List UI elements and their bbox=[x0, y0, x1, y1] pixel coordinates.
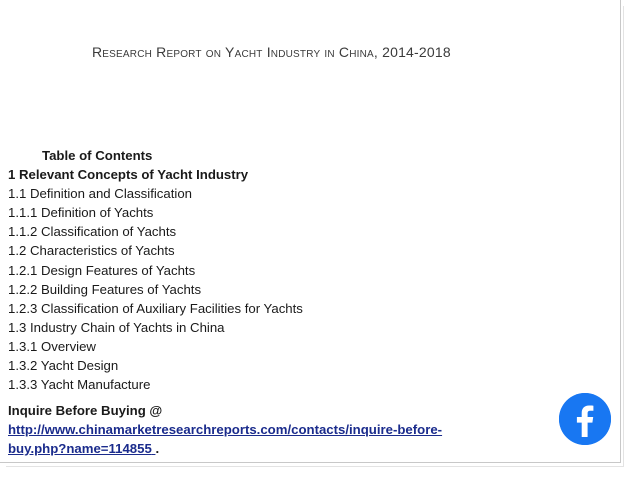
frame-shadow-right bbox=[623, 6, 624, 466]
toc-item: 1.2 Characteristics of Yachts bbox=[8, 243, 175, 259]
toc-item: 1.1.2 Classification of Yachts bbox=[8, 224, 177, 240]
inquire-suffix: . bbox=[155, 441, 160, 456]
toc-item: 1.2.3 Classification of Auxiliary Facilities for Yachts bbox=[8, 300, 303, 316]
inquire-link[interactable] bbox=[8, 422, 442, 456]
toc-item: 1.2.2 Building Features of Yachts bbox=[8, 281, 202, 297]
toc-heading: Table of Contents bbox=[42, 148, 153, 163]
toc-item: 1 Relevant Concepts of Yacht Industry bbox=[8, 167, 249, 183]
toc-item: 1.3.2 Yacht Design bbox=[8, 358, 119, 374]
facebook-icon[interactable] bbox=[559, 393, 611, 445]
inquire-link-line bbox=[8, 420, 528, 458]
frame-border-right bbox=[620, 0, 621, 462]
inquire-link-part-2[interactable]: buy.php?name=114855 bbox=[8, 441, 152, 456]
facebook-icon-glyph bbox=[559, 393, 611, 445]
toc-item: 1.3 Industry Chain of Yachts in China bbox=[8, 319, 225, 335]
toc-item: 1.1 Definition and Classification bbox=[8, 186, 192, 202]
toc-item: 1.2.1 Design Features of Yachts bbox=[8, 262, 196, 278]
table-of-contents bbox=[8, 146, 528, 394]
inquire-block bbox=[8, 401, 528, 458]
toc-item: 1.1.1 Definition of Yachts bbox=[8, 205, 154, 221]
toc-list bbox=[8, 165, 528, 394]
slide-title-text: Research Report on Yacht Industry in China, 2014-2018 bbox=[92, 44, 451, 60]
frame-shadow-bottom bbox=[6, 466, 624, 467]
frame-border-bottom bbox=[0, 462, 621, 463]
slide-title bbox=[92, 44, 592, 60]
toc-item: 1.3.1 Overview bbox=[8, 338, 96, 354]
toc-item: 1.3.3 Yacht Manufacture bbox=[8, 377, 151, 393]
inquire-link-part-1[interactable]: http://www.chinamarketresearchreports.com/contacts/inquire-before- bbox=[8, 422, 443, 437]
inquire-label: Inquire Before Buying @ bbox=[8, 403, 163, 418]
